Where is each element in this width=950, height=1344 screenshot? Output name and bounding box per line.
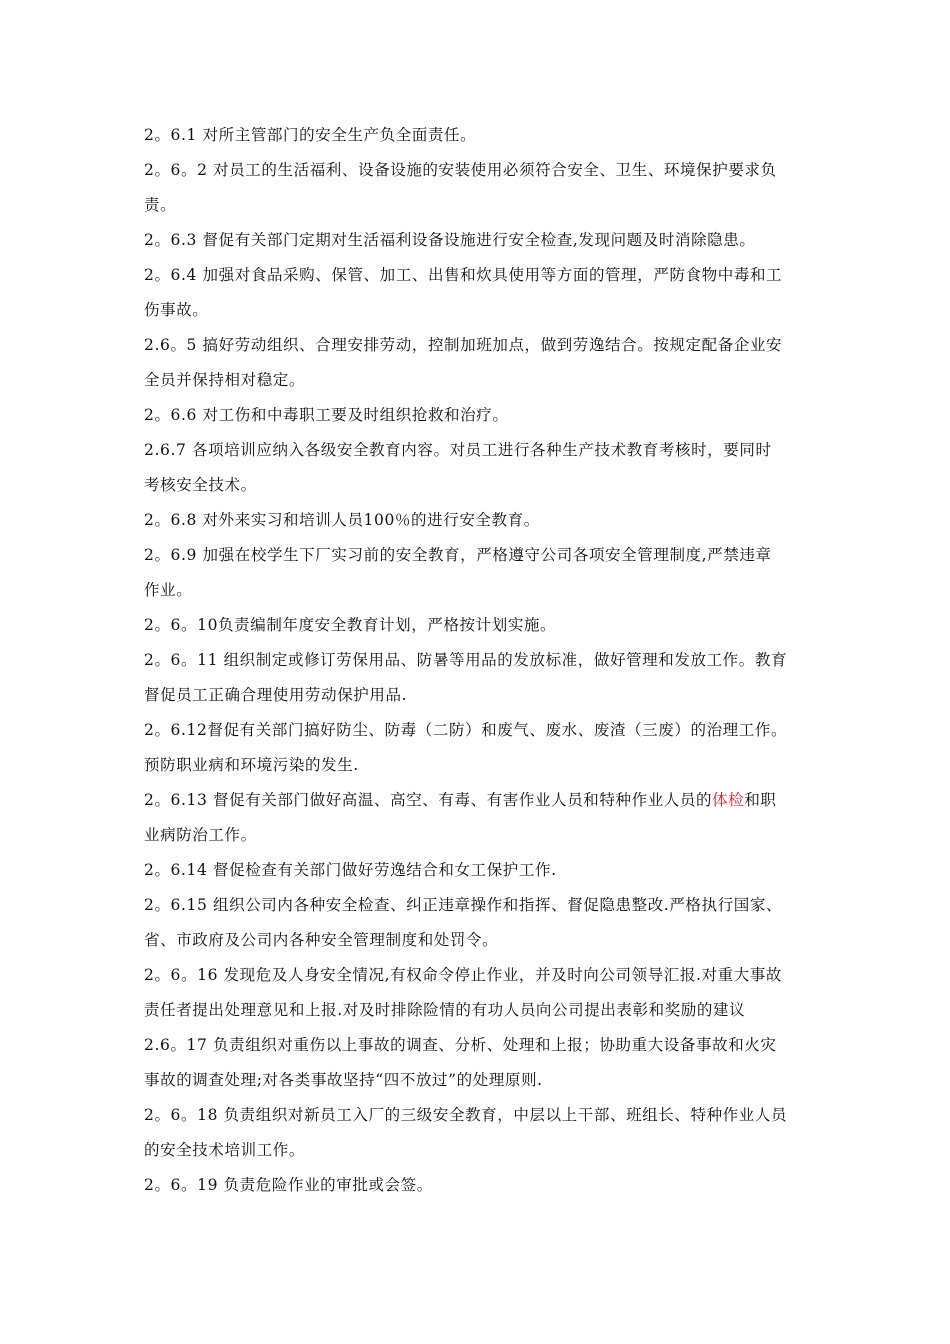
text-line: 责。 [144, 196, 177, 214]
text-line: 业病防治工作。 [144, 826, 257, 844]
text-line: 预防职业病和环境污染的发生. [144, 756, 359, 774]
text-line: 2.6。5 搞好劳动组织、合理安排劳动，控制加班加点，做到劳逸结合。按规定配备企业安 [144, 336, 783, 354]
text-line: 2。6。11 组织制定或修订劳保用品、防暑等用品的发放标准，做好管理和发放工作。教育 [144, 651, 788, 669]
text-line: 2。6.6 对工伤和中毒职工要及时组织抢救和治疗。 [144, 406, 509, 424]
text-line: 2。6.14 督促检查有关部门做好劳逸结合和女工保护工作. [144, 861, 557, 879]
text-line: 2。6。10负责编制年度安全教育计划，严格按计划实施。 [144, 616, 557, 634]
text-line: 2。6.1 对所主管部门的安全生产负全面责任。 [144, 126, 477, 144]
text-line: 责任者提出处理意见和上报.对及时排除险情的有功人员向公司提出表彰和奖励的建议 [144, 1001, 746, 1019]
text-line: 事故的调查处理;对各类事故坚持“四不放过”的处理原则. [144, 1071, 543, 1089]
text-line: 全员并保持相对稳定。 [144, 371, 306, 389]
text-line: 2。6。18 负责组织对新员工入厂的三级安全教育，中层以上干部、班组长、特种作业人员 [144, 1106, 788, 1124]
text-line: 省、市政府及公司内各种安全管理制度和处罚令。 [144, 931, 499, 949]
text-line: 2。6.3 督促有关部门定期对生活福利设备设施进行安全检查,发现问题及时消除隐患。 [144, 231, 756, 249]
text-segment: 2。6.13 督促有关部门做好高温、高空、有毒、有害作业人员和特种作业人员的 [144, 791, 713, 809]
text-line: 2。6。16 发现危及人身安全情况,有权命令停止作业，并及时向公司领导汇报.对重大事故 [144, 966, 783, 984]
text-line-with-highlight [144, 783, 824, 818]
text-line: 2。6.9 加强在校学生下厂实习前的安全教育，严格遵守公司各项安全管理制度,严禁违章 [144, 546, 772, 564]
text-line: 的安全技术培训工作。 [144, 1141, 306, 1159]
text-line: 2.6。17 负责组织对重伤以上事故的调查、分析、处理和上报；协助重大设备事故和火灾 [144, 1036, 777, 1054]
text-line: 2。6.4 加强对食品采购、保管、加工、出售和炊具使用等方面的管理，严防食物中毒和工 [144, 266, 783, 284]
text-line: 2。6.8 对外来实习和培训人员100％的进行安全教育。 [144, 511, 540, 529]
text-line: 2。6。19 负责危险作业的审批或会签。 [144, 1176, 433, 1194]
highlighted-term: 体检 [712, 791, 745, 809]
text-line: 2。6。2 对员工的生活福利、设备设施的安装使用必须符合安全、卫生、环境保护要求负 [144, 161, 777, 179]
text-line: 2。6.15 组织公司内各种安全检查、纠正违章操作和指挥、督促隐患整改.严格执行国家、 [144, 896, 783, 914]
text-line: 2。6.12督促有关部门搞好防尘、防毒（二防）和废气、废水、废渣（三废）的治理工作。 [144, 721, 788, 739]
text-line: 作业。 [144, 581, 193, 599]
text-line: 2.6.7 各项培训应纳入各级安全教育内容。对员工进行各种生产技术教育考核时，要同时 [144, 441, 772, 459]
text-segment: 和职 [744, 791, 777, 809]
text-line: 考核安全技术。 [144, 476, 257, 494]
document-body [144, 118, 824, 1203]
text-line: 伤事故。 [144, 301, 209, 319]
text-line: 督促员工正确合理使用劳动保护用品. [144, 686, 408, 704]
